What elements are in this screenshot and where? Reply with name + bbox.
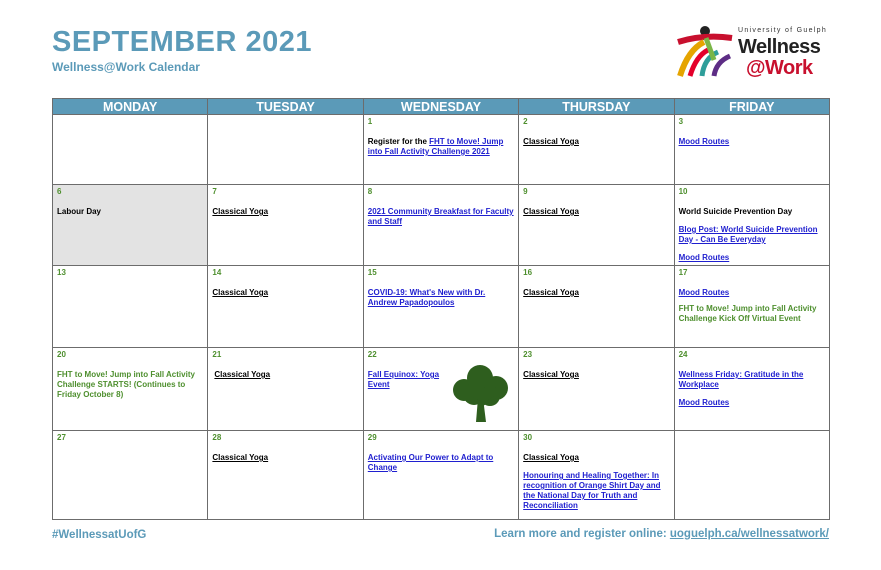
day-cell xyxy=(519,115,674,185)
event-link[interactable]: Classical Yoga xyxy=(214,370,271,379)
day-header-monday: MONDAY xyxy=(53,99,208,115)
event-link[interactable]: Wellness Friday: Gratitude in the Workplace xyxy=(678,370,804,389)
event-text: Register for the xyxy=(367,137,430,146)
hashtag-text: #WellnessatUofG xyxy=(52,529,147,541)
tree-icon xyxy=(450,364,512,424)
date-number: 10 xyxy=(678,187,688,196)
date-number: 3 xyxy=(678,117,684,126)
day-cell xyxy=(674,185,829,266)
page-title: SEPTEMBER 2021 xyxy=(52,26,313,58)
date-number: 7 xyxy=(212,187,217,196)
day-cell xyxy=(53,431,208,520)
date-number: 9 xyxy=(523,187,528,196)
date-number: 24 xyxy=(678,350,688,359)
date-number: 13 xyxy=(57,268,66,277)
date-number: 17 xyxy=(678,268,688,277)
day-cell xyxy=(519,185,674,266)
event-link[interactable]: Activating Our Power to Adapt to Change xyxy=(367,453,494,472)
day-cell xyxy=(53,266,208,348)
day-header-friday: FRIDAY xyxy=(674,99,829,115)
logo-figure-icon xyxy=(674,24,736,80)
day-cell xyxy=(674,431,829,520)
day-cell xyxy=(208,266,363,348)
date-number: 14 xyxy=(212,268,222,277)
calendar-week-row xyxy=(53,348,830,431)
day-header-thursday: THURSDAY xyxy=(519,99,674,115)
day-cell-holiday xyxy=(53,185,208,266)
logo-wellness-text: Wellness xyxy=(738,36,821,58)
event-link[interactable]: Classical Yoga xyxy=(523,137,579,146)
date-number: 23 xyxy=(523,350,533,359)
date-number: 30 xyxy=(523,433,533,442)
logo-work-text: @Work xyxy=(746,57,813,79)
day-cell xyxy=(363,185,518,266)
day-cell xyxy=(53,115,208,185)
calendar-week-row xyxy=(53,185,830,266)
day-cell xyxy=(674,115,829,185)
day-cell xyxy=(208,348,363,431)
day-cell xyxy=(208,431,363,520)
date-number: 22 xyxy=(367,350,377,359)
day-header-tuesday: TUESDAY xyxy=(208,99,363,115)
day-cell xyxy=(208,185,363,266)
event-link[interactable]: COVID-19: What's New with Dr. Andrew Papadopoulos xyxy=(367,288,486,307)
day-cell xyxy=(363,266,518,348)
footer-register-text xyxy=(494,528,829,540)
date-number: 29 xyxy=(367,433,377,442)
day-cell xyxy=(208,115,363,185)
calendar-week-row xyxy=(53,115,830,185)
event-link[interactable]: Classical Yoga xyxy=(523,370,579,379)
event-text: FHT to Move! Jump into Fall Activity Challenge STARTS! (Continues to Friday October 8) xyxy=(57,370,195,399)
event-text: World Suicide Prevention Day xyxy=(678,207,793,216)
date-number: 28 xyxy=(212,433,222,442)
event-link[interactable]: Mood Routes xyxy=(678,398,730,407)
event-link[interactable]: Classical Yoga xyxy=(212,453,269,462)
event-link[interactable]: Classical Yoga xyxy=(523,207,579,216)
logo-university-text: University of Guelph xyxy=(738,27,828,34)
date-number: 27 xyxy=(57,433,66,442)
event-link[interactable]: Mood Routes xyxy=(678,137,730,146)
day-cell xyxy=(363,431,518,520)
calendar-header-row xyxy=(53,99,830,115)
event-link[interactable]: 2021 Community Breakfast for Faculty and Staff xyxy=(367,207,514,226)
date-number: 1 xyxy=(367,117,373,126)
day-cell xyxy=(53,348,208,431)
event-text: FHT to Move! Jump into Fall Activity Challenge Kick Off Virtual Event xyxy=(678,304,817,323)
date-number: 21 xyxy=(212,350,222,359)
wellness-at-work-logo xyxy=(674,24,834,80)
date-number: 16 xyxy=(523,268,533,277)
event-link[interactable]: Mood Routes xyxy=(678,288,730,297)
footer-url-link[interactable]: uoguelph.ca/wellnessatwork/ xyxy=(669,528,829,540)
day-cell xyxy=(363,115,518,185)
calendar-week-row xyxy=(53,431,830,520)
holiday-text: Labour Day xyxy=(57,207,102,216)
calendar-grid xyxy=(52,98,830,520)
event-link[interactable]: Fall Equinox: Yoga Event xyxy=(367,370,440,389)
day-header-wednesday: WEDNESDAY xyxy=(363,99,518,115)
day-cell xyxy=(674,266,829,348)
event-link[interactable]: Mood Routes xyxy=(678,253,730,262)
date-number: 20 xyxy=(57,350,66,359)
event-link[interactable]: Classical Yoga xyxy=(212,207,269,216)
calendar-week-row xyxy=(53,266,830,348)
event-link[interactable]: Blog Post: World Suicide Prevention Day - Can Be Everyday xyxy=(678,225,818,244)
date-number: 2 xyxy=(523,117,528,126)
day-cell xyxy=(674,348,829,431)
date-number: 6 xyxy=(57,187,62,196)
event-link[interactable]: Classical Yoga xyxy=(523,453,579,462)
day-cell xyxy=(519,431,674,520)
event-link[interactable]: Classical Yoga xyxy=(212,288,269,297)
event-link[interactable]: Honouring and Healing Together: In recognition of Orange Shirt Day and the National Day for Truth and Reconciliation xyxy=(523,471,661,510)
day-cell xyxy=(519,266,674,348)
date-number: 15 xyxy=(367,268,377,277)
day-cell xyxy=(519,348,674,431)
event-link[interactable]: FHT to Move! Jump into Fall Activity Challenge 2021 xyxy=(367,137,504,156)
date-number: 8 xyxy=(367,187,373,196)
footer-prompt: Learn more and register online: xyxy=(494,528,670,540)
event-link[interactable]: Classical Yoga xyxy=(523,288,579,297)
page-subtitle: Wellness@Work Calendar xyxy=(52,60,200,74)
